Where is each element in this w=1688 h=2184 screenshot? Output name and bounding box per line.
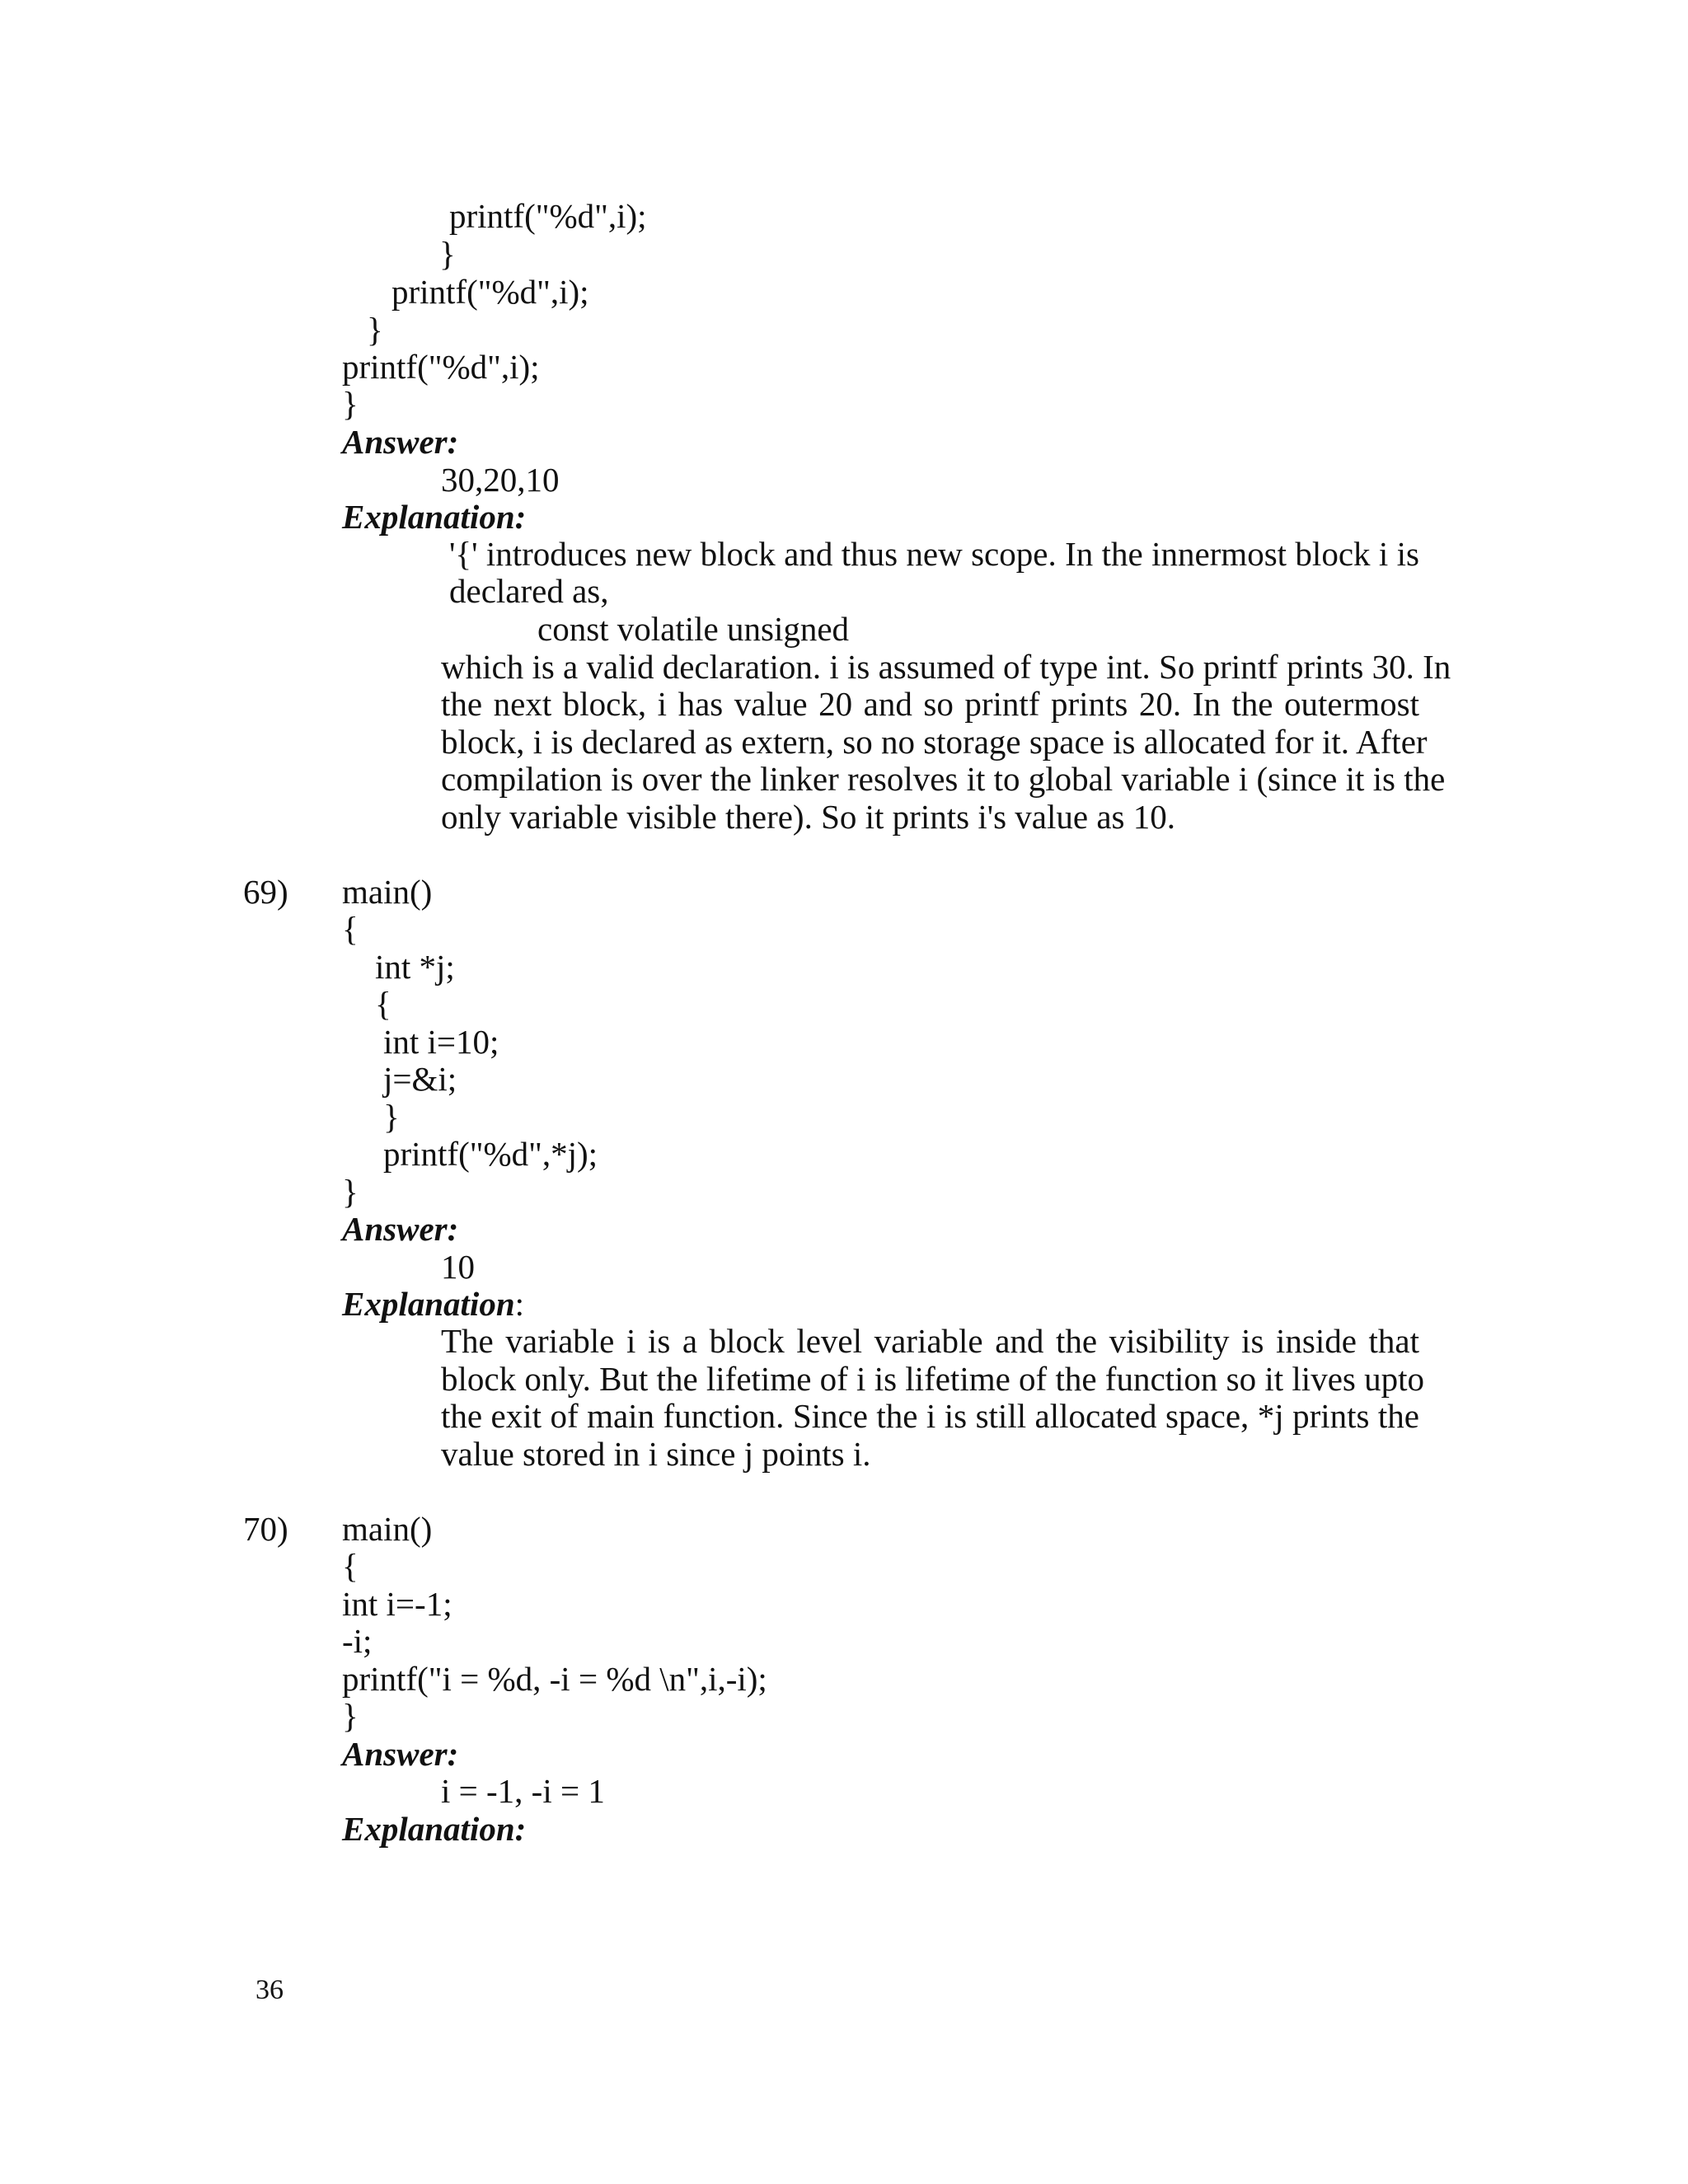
explanation-label: Explanation: bbox=[342, 1810, 527, 1848]
answer-label: Answer: bbox=[342, 1735, 459, 1773]
answer-label: Answer: bbox=[342, 423, 459, 461]
code-line: } bbox=[342, 385, 359, 423]
code-line: -i; bbox=[342, 1622, 373, 1660]
explanation-line: The variable i is a block level variable and the visibility is inside that bbox=[441, 1322, 1419, 1360]
code-line: int i=-1; bbox=[342, 1585, 452, 1623]
answer-value: 30,20,10 bbox=[441, 461, 560, 499]
code-line: printf("%d",*j); bbox=[383, 1135, 598, 1173]
explanation-line: compilation is over the linker resolves it to global variable i (since it is the bbox=[441, 760, 1446, 798]
explanation-line: the next block, i has value 20 and so printf prints 20. In the outermost bbox=[441, 685, 1419, 723]
code-line: j=&i; bbox=[383, 1060, 457, 1098]
code-line: } bbox=[439, 235, 456, 273]
explanation-line: block only. But the lifetime of i is lifetime of the function so it lives upto bbox=[441, 1360, 1424, 1398]
code-line: { bbox=[375, 985, 392, 1023]
answer-value: i = -1, -i = 1 bbox=[441, 1772, 605, 1810]
code-line: main() bbox=[342, 873, 433, 911]
explanation-line: which is a valid declaration. i is assumed of type int. So printf prints 30. In bbox=[441, 648, 1451, 686]
explanation-label: Explanation bbox=[342, 1285, 515, 1323]
question-number: 69) bbox=[243, 873, 288, 911]
code-line: { bbox=[342, 1547, 359, 1585]
explanation-line: only variable visible there). So it prints i's value as 10. bbox=[441, 798, 1175, 836]
explanation-line: '{' introduces new block and thus new scope. In the innermost block i is bbox=[449, 535, 1419, 573]
question-number: 70) bbox=[243, 1510, 288, 1548]
explanation-line: block, i is declared as extern, so no storage space is allocated for it. After bbox=[441, 723, 1428, 761]
explanation-line: value stored in i since j points i. bbox=[441, 1435, 871, 1473]
code-line: printf("%d",i); bbox=[449, 197, 647, 235]
explanation-heading bbox=[342, 1287, 524, 1321]
code-line: printf("i = %d, -i = %d \n",i,-i); bbox=[342, 1660, 767, 1698]
explanation-line: const volatile unsigned bbox=[537, 610, 850, 648]
page-number: 36 bbox=[256, 1975, 284, 2005]
code-line: printf("%d",i); bbox=[392, 273, 589, 311]
answer-label: Answer: bbox=[342, 1210, 459, 1248]
code-line: printf("%d",i); bbox=[342, 348, 540, 386]
code-line: } bbox=[383, 1098, 400, 1136]
code-line: int i=10; bbox=[383, 1023, 499, 1061]
explanation-label: Explanation: bbox=[342, 498, 527, 536]
code-line: { bbox=[342, 910, 359, 948]
explanation-line: the exit of main function. Since the i is still allocated space, *j prints the bbox=[441, 1397, 1419, 1435]
code-line: } bbox=[342, 1173, 359, 1211]
code-line: } bbox=[342, 1697, 359, 1735]
explanation-line: declared as, bbox=[449, 572, 609, 610]
code-line: int *j; bbox=[375, 948, 455, 986]
answer-value: 10 bbox=[441, 1248, 475, 1286]
code-line: main() bbox=[342, 1510, 433, 1548]
code-line: } bbox=[367, 311, 383, 349]
explanation-colon: : bbox=[514, 1285, 525, 1323]
